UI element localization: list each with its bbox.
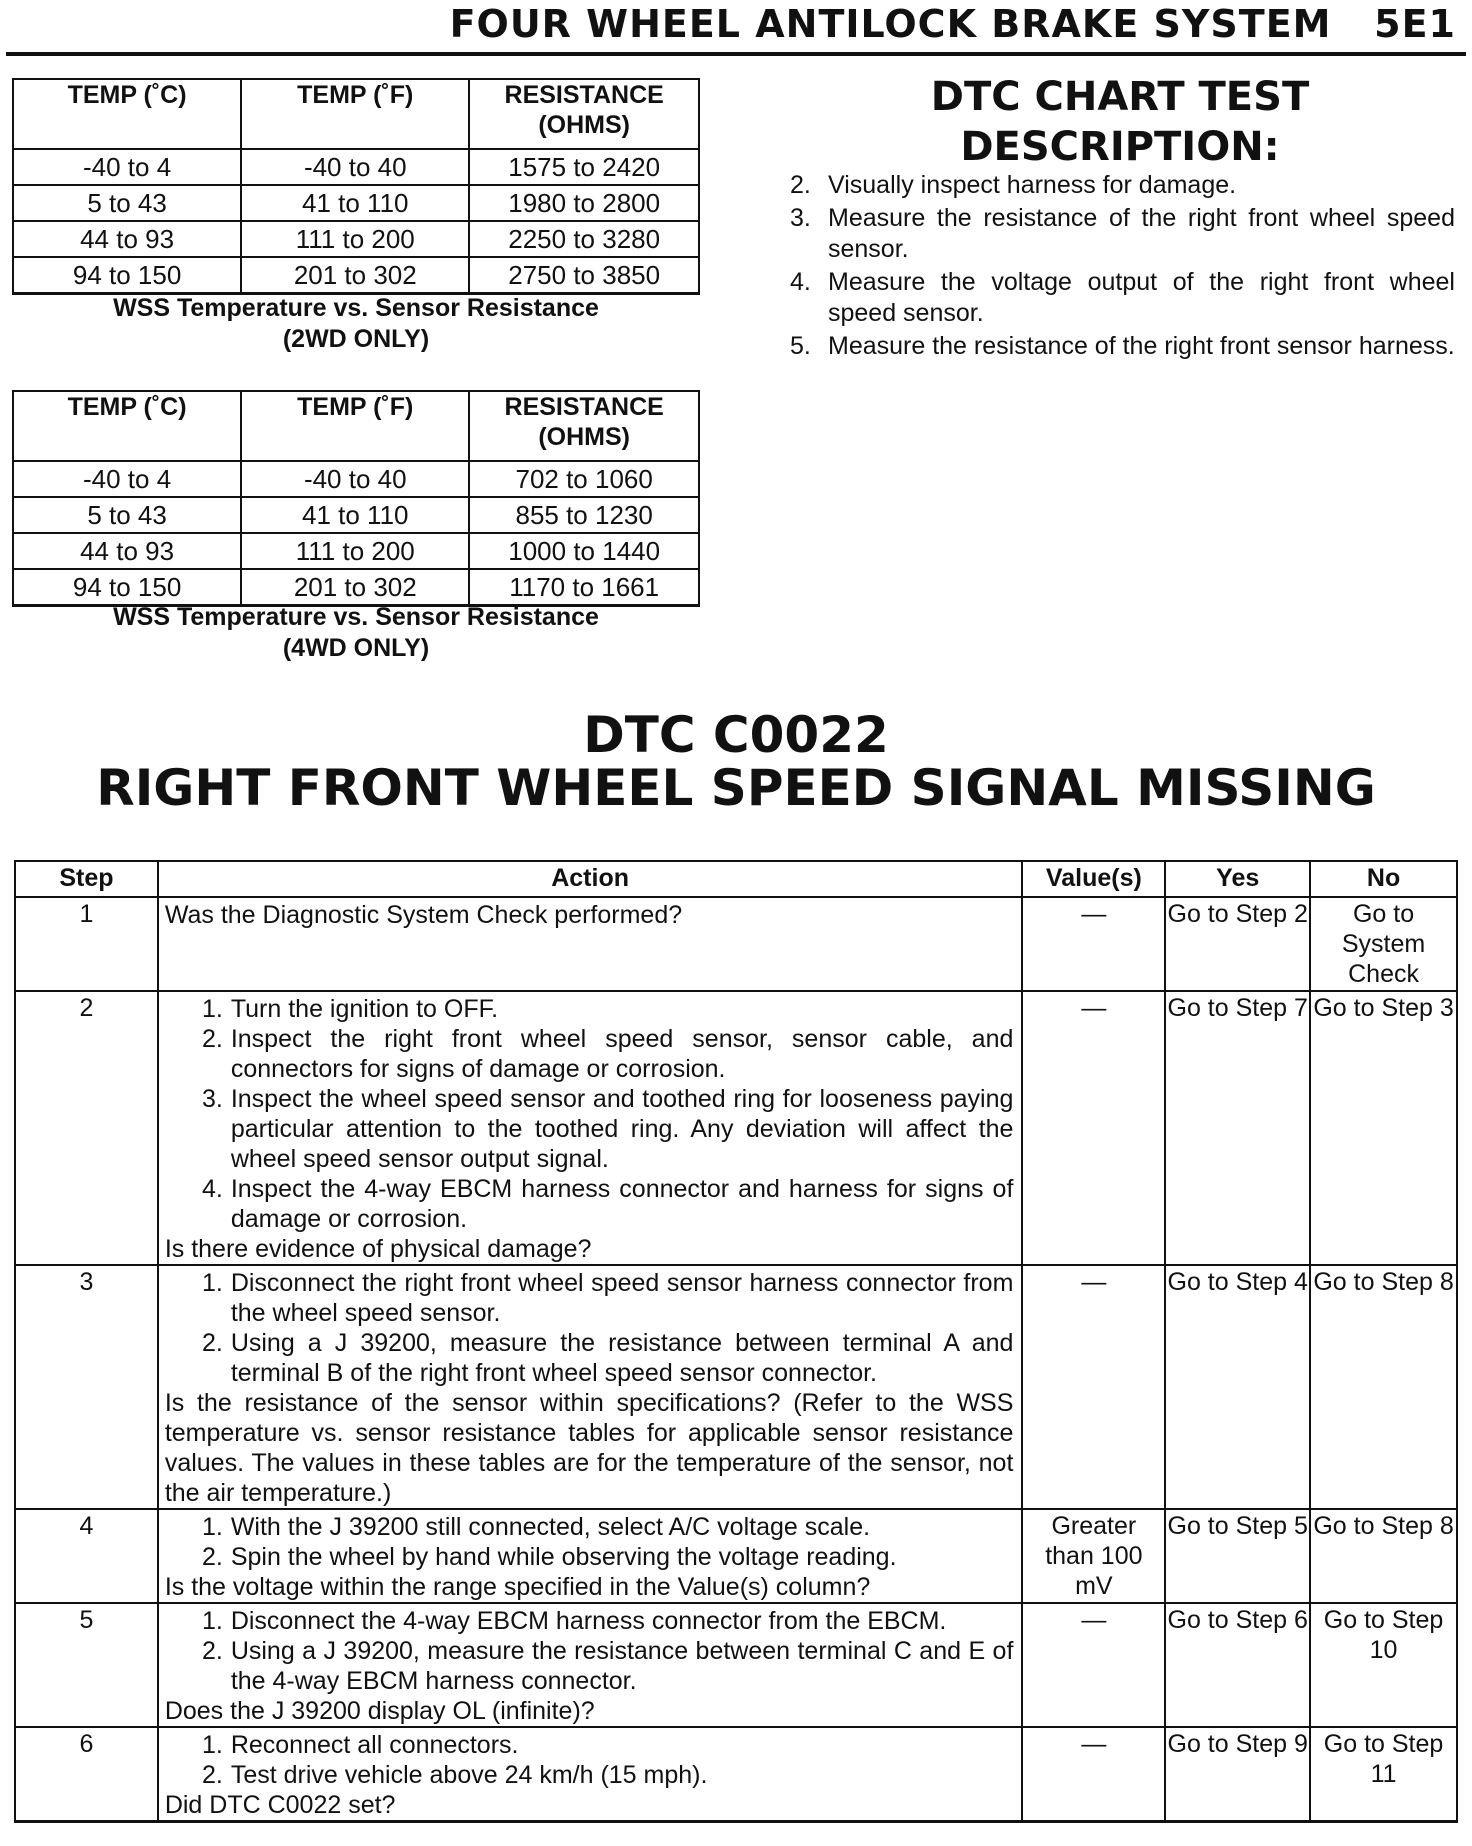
dtc-chart-description-list [790, 170, 1455, 364]
value-cell: — [1022, 897, 1165, 991]
table-row [13, 257, 699, 294]
table-row [13, 185, 699, 221]
action-step [165, 994, 1014, 1024]
action-step [165, 1606, 1014, 1636]
table-cell: -40 to 4 [13, 149, 241, 185]
caption-line: (2WD ONLY) [282, 325, 430, 353]
wss-table-2wd [12, 78, 700, 295]
no-cell: Go to Step 8 [1310, 1509, 1457, 1603]
action-step-text: Disconnect the right front wheel speed sensor harness connector from the wheel speed sensor. [230, 1269, 1014, 1327]
step-number-cell: 2 [15, 991, 158, 1265]
action-question: Did DTC C0022 set? [164, 1791, 396, 1819]
table-row [15, 1265, 1457, 1509]
col-header-temp-f: TEMP (˚F) [241, 79, 469, 149]
list-item-text: Measure the resistance of the right front wheel speed sensor. [828, 204, 1455, 263]
action-cell [158, 1727, 1023, 1822]
col-header-resistance [469, 79, 699, 149]
no-cell: Go to Step 8 [1310, 1265, 1457, 1509]
table-cell: 1980 to 2800 [469, 185, 699, 221]
action-step-number: 1. [201, 1731, 223, 1759]
col-header-resistance [469, 391, 699, 461]
step-number-cell: 4 [15, 1509, 158, 1603]
action-steps-list [165, 1606, 1014, 1696]
action-step-text: Test drive vehicle above 24 km/h (15 mph). [230, 1761, 708, 1789]
list-item-number: 3. [790, 204, 811, 232]
table-cell: -40 to 40 [241, 149, 469, 185]
yes-cell: Go to Step 4 [1165, 1265, 1310, 1509]
action-step-text: Reconnect all connectors. [230, 1731, 519, 1759]
step-number-cell: 3 [15, 1265, 158, 1509]
value-cell: — [1022, 991, 1165, 1265]
table-cell: 702 to 1060 [469, 461, 699, 497]
table-row [13, 497, 699, 533]
action-cell [158, 1509, 1023, 1603]
value-cell: — [1022, 1727, 1165, 1822]
value-cell: — [1022, 1265, 1165, 1509]
title-line: DTC CHART TEST [930, 74, 1310, 120]
action-cell [158, 1265, 1023, 1509]
action-step [165, 1636, 1014, 1696]
wss-table-4wd [12, 390, 700, 607]
no-cell: Go to Step 10 [1310, 1603, 1457, 1727]
table-cell: 5 to 43 [13, 185, 241, 221]
action-step [165, 1268, 1014, 1328]
yes-cell: Go to Step 2 [1165, 897, 1310, 991]
title-line: DESCRIPTION: [960, 124, 1280, 170]
action-steps-list [165, 1730, 1014, 1790]
table-row [13, 149, 699, 185]
diagnostic-table [14, 860, 1458, 1823]
action-step-number: 2. [201, 1761, 223, 1789]
col-header-action: Action [158, 861, 1023, 897]
step-number-cell: 5 [15, 1603, 158, 1727]
table-cell: 111 to 200 [241, 221, 469, 257]
table-cell: 44 to 93 [13, 533, 241, 569]
action-cell [158, 1603, 1023, 1727]
wss-2wd-caption [12, 293, 700, 355]
action-step-text: Spin the wheel by hand while observing the voltage reading. [230, 1543, 897, 1571]
list-item-text: Measure the voltage output of the right front wheel speed sensor. [828, 268, 1455, 327]
table-cell: 41 to 110 [241, 497, 469, 533]
table-row [15, 1603, 1457, 1727]
col-header-yes: Yes [1165, 861, 1310, 897]
caption-line: WSS Temperature vs. Sensor Resistance [113, 603, 599, 631]
action-question: Was the Diagnostic System Check performed? [164, 901, 683, 929]
action-cell [158, 897, 1023, 991]
action-step-number: 4. [201, 1175, 223, 1203]
yes-cell: Go to Step 7 [1165, 991, 1310, 1265]
table-cell: 41 to 110 [241, 185, 469, 221]
table-cell: 44 to 93 [13, 221, 241, 257]
no-cell: Go to System Check [1310, 897, 1457, 991]
table-row [15, 897, 1457, 991]
no-cell: Go to Step 11 [1310, 1727, 1457, 1822]
col-header-values: Value(s) [1022, 861, 1165, 897]
dtc-chart-title [780, 72, 1460, 172]
action-step-text: Disconnect the 4-way EBCM harness connector from the EBCM. [230, 1607, 947, 1635]
action-step-text: Inspect the 4-way EBCM harness connector and harness for signs of damage or corrosion. [230, 1175, 1014, 1233]
value-cell: — [1022, 1603, 1165, 1727]
table-cell: 94 to 150 [13, 569, 241, 606]
resistance-unit: (OHMS) [538, 423, 630, 451]
action-step-number: 1. [201, 1269, 223, 1297]
diagnostic-table-body [15, 897, 1457, 1822]
action-steps-list [165, 1268, 1014, 1388]
action-step-text: With the J 39200 still connected, select A/C voltage scale. [230, 1513, 871, 1541]
action-steps-list [165, 1512, 1014, 1572]
action-step-text: Using a J 39200, measure the resistance between terminal C and E of the 4-way EBCM harness connector. [230, 1637, 1014, 1695]
yes-cell: Go to Step 5 [1165, 1509, 1310, 1603]
resistance-label: RESISTANCE [504, 81, 664, 109]
action-step-text: Inspect the right front wheel speed sensor, sensor cable, and connectors for signs of damage or corrosion. [230, 1025, 1014, 1083]
table-row [13, 461, 699, 497]
col-header-temp-c: TEMP (˚C) [13, 391, 241, 461]
action-step [165, 1024, 1014, 1084]
list-item [790, 170, 1455, 201]
action-step-text: Inspect the wheel speed sensor and toothed ring for looseness paying particular attention to the toothed ring. Any deviation will affect the wheel speed sensor output signal. [230, 1085, 1014, 1173]
list-item [790, 267, 1455, 329]
caption-line: WSS Temperature vs. Sensor Resistance [113, 294, 599, 322]
action-cell [158, 991, 1023, 1265]
list-item-number: 2. [790, 171, 811, 199]
col-header-no: No [1310, 861, 1457, 897]
action-step-number: 1. [201, 1513, 223, 1541]
table-cell: 2250 to 3280 [469, 221, 699, 257]
action-question: Does the J 39200 display OL (infinite)? [164, 1697, 595, 1725]
table-row [15, 1727, 1457, 1822]
page-header-title: FOUR WHEEL ANTILOCK BRAKE SYSTEM 5E1 [449, 2, 1456, 46]
action-step-number: 3. [201, 1085, 223, 1113]
table-cell: 201 to 302 [241, 569, 469, 606]
action-step-text: Using a J 39200, measure the resistance between terminal A and terminal B of the right front wheel speed sensor connector. [230, 1329, 1014, 1387]
list-item [790, 331, 1455, 362]
action-step-text: Turn the ignition to OFF. [230, 995, 499, 1023]
table-cell: 94 to 150 [13, 257, 241, 294]
action-steps-list [165, 994, 1014, 1234]
action-step [165, 1512, 1014, 1542]
table-row [13, 569, 699, 606]
action-question: Is the voltage within the range specified in the Value(s) column? [164, 1573, 871, 1601]
list-item-number: 5. [790, 332, 811, 360]
action-step-number: 1. [201, 1607, 223, 1635]
table-row [13, 533, 699, 569]
col-header-temp-c: TEMP (˚C) [13, 79, 241, 149]
table-cell: -40 to 4 [13, 461, 241, 497]
list-item-text: Visually inspect harness for damage. [828, 171, 1237, 199]
wss-4wd-body [13, 461, 699, 606]
table-cell: 111 to 200 [241, 533, 469, 569]
no-cell: Go to Step 3 [1310, 991, 1457, 1265]
action-question: Is there evidence of physical damage? [164, 1235, 592, 1263]
table-cell: 1575 to 2420 [469, 149, 699, 185]
list-item-text: Measure the resistance of the right front sensor harness. [828, 332, 1455, 360]
action-step-number: 2. [201, 1543, 223, 1571]
step-number-cell: 6 [15, 1727, 158, 1822]
list-item-number: 4. [790, 268, 811, 296]
action-step [165, 1328, 1014, 1388]
table-cell: 855 to 1230 [469, 497, 699, 533]
caption-line: (4WD ONLY) [282, 634, 430, 662]
table-cell: -40 to 40 [241, 461, 469, 497]
dtc-title-heading: RIGHT FRONT WHEEL SPEED SIGNAL MISSING [96, 759, 1376, 817]
wss-2wd-body [13, 149, 699, 294]
dtc-code-heading: DTC C0022 [583, 706, 889, 764]
action-step-number: 2. [201, 1025, 223, 1053]
action-step-number: 2. [201, 1637, 223, 1665]
wss-4wd-caption [12, 602, 700, 664]
resistance-unit: (OHMS) [538, 111, 630, 139]
table-cell: 5 to 43 [13, 497, 241, 533]
header-rule [6, 52, 1466, 56]
action-step-number: 2. [201, 1329, 223, 1357]
yes-cell: Go to Step 9 [1165, 1727, 1310, 1822]
list-item [790, 203, 1455, 265]
col-header-step: Step [15, 861, 158, 897]
action-step [165, 1542, 1014, 1572]
yes-cell: Go to Step 6 [1165, 1603, 1310, 1727]
value-cell: Greater than 100 mV [1022, 1509, 1165, 1603]
table-cell: 2750 to 3850 [469, 257, 699, 294]
action-question: Is the resistance of the sensor within specifications? (Refer to the WSS temperature vs. sensor resistance tables for applicable sensor resistance values. The values in these tables are for the temperature of the sensor, not the air temperature.) [164, 1389, 1014, 1507]
step-number-cell: 1 [15, 897, 158, 991]
action-step-number: 1. [201, 995, 223, 1023]
action-step [165, 1174, 1014, 1234]
action-step [165, 1730, 1014, 1760]
resistance-label: RESISTANCE [504, 393, 664, 421]
table-row [13, 221, 699, 257]
table-row [15, 1509, 1457, 1603]
action-step [165, 1084, 1014, 1174]
table-row [15, 991, 1457, 1265]
table-cell: 201 to 302 [241, 257, 469, 294]
table-cell: 1170 to 1661 [469, 569, 699, 606]
table-cell: 1000 to 1440 [469, 533, 699, 569]
col-header-temp-f: TEMP (˚F) [241, 391, 469, 461]
action-step [165, 1760, 1014, 1790]
